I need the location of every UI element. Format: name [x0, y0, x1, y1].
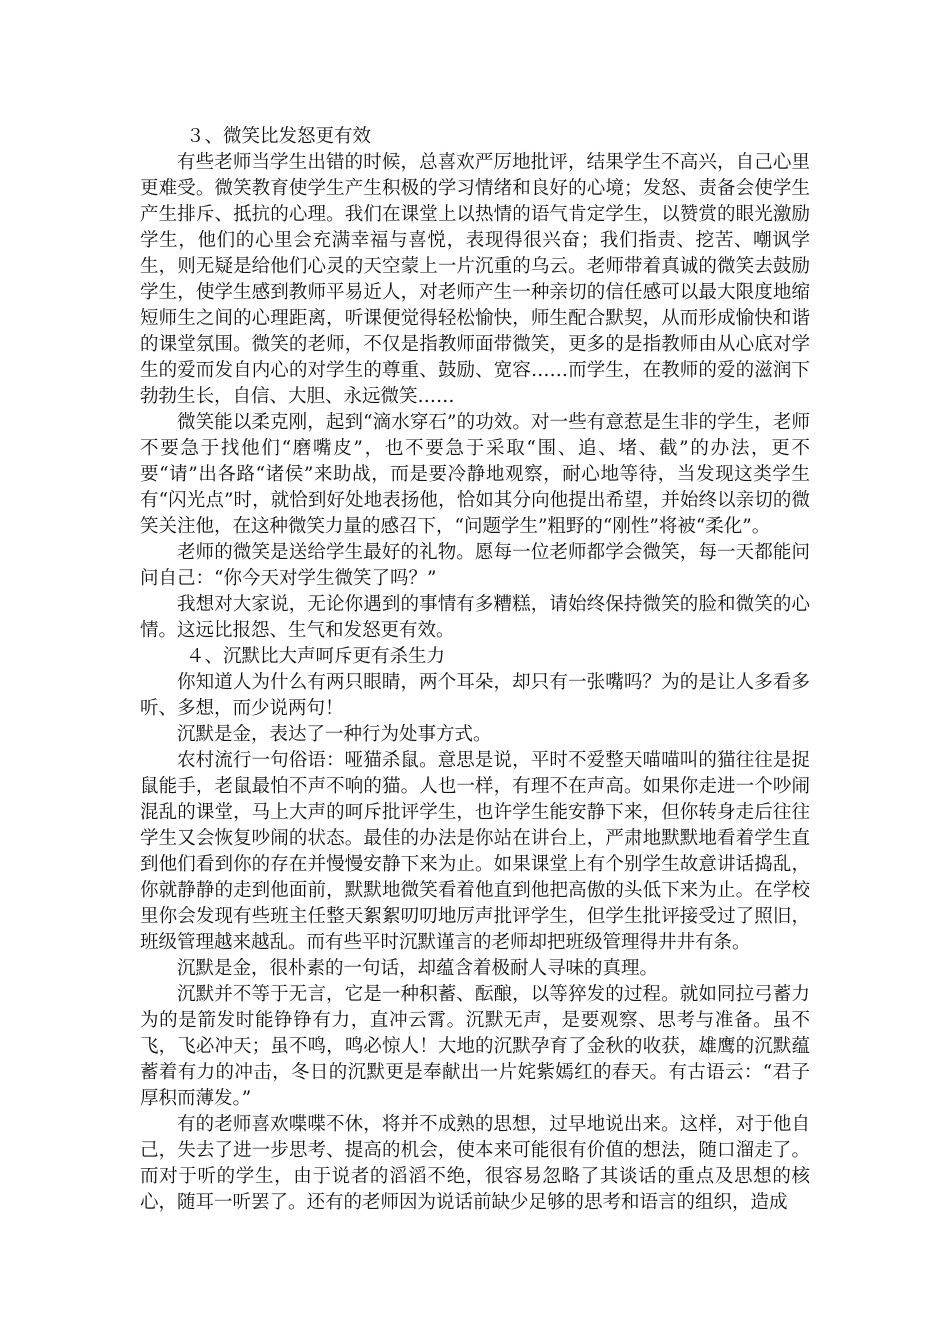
- section-heading-4: ４、沉默比大声呵斥更有杀生力: [186, 646, 446, 667]
- paragraph: 农村流行一句俗语：哑猫杀鼠。意思是说，平时不爱整天喵喵叫的猫往往是捉鼠能手，老鼠最怕不声不响的猫。人也一样，有理不在声高。如果你走进一个吵闹混乱的课堂，马上大声的呵斥批评学生，也许学生能安静下来，但你转身走后往往学生又会恢复吵闹的状态。最佳的办法是你站在讲台上，严肃地默默地看着学生直到他们看到你的存在并慢慢安静下来为止。如果课堂上有个别学生故意讲话捣乱，你就静静的走到他面前，默默地微笑看着他直到他把高傲的头低下来为止。在学校里你会发现有些班主任整天絮絮叨叨地厉声批评学生，但学生批评接受过了照旧，班级管理越来越乱。而有些平时沉默谨言的老师却把班级管理得井井有条。: [140, 750, 810, 953]
- document-page: [140, 124, 810, 1216]
- paragraph: 微笑能以柔克刚，起到“滴水穿石”的功效。对一些有意惹是生非的学生，老师不要急于找他们“磨嘴皮”，也不要急于采取“围、追、堵、截”的办法，更不要“请”出各路“诸侯”来助战，而是要冷静地观察，耐心地等待，当发现这类学生有“闪光点”时，就恰到好处地表扬他，恰如其分向他提出希望，并始终以亲切的微笑关注他，在这种微笑力量的感召下，“问题学生”粗野的“刚性”将被“柔化”。: [140, 412, 810, 537]
- paragraph: 沉默是金，很朴素的一句话，却蕴含着极耐人寻味的真理。: [177, 958, 659, 979]
- paragraph: 有些老师当学生出错的时候，总喜欢严厉地批评，结果学生不高兴，自己心里更难受。微笑教育使学生产生积极的学习情绪和良好的心境；发怒、责备会使学生产生排斥、抵抗的心理。我们在课堂上以热情的语气肯定学生，以赞赏的眼光激励学生，他们的心里会充满幸福与喜悦，表现得很兴奋；我们指责、挖苦、嘲讽学生，则无疑是给他们心灵的天空蒙上一片沉重的乌云。老师带着真诚的微笑去鼓励学生，使学生感到教师平易近人，对老师产生一种亲切的信任感可以最大限度地缩短师生之间的心理距离，听课便觉得轻松愉快，师生配合默契，从而形成愉快和谐的课堂氛围。微笑的老师，不仅是指教师面带微笑，更多的是指教师由从心底对学生的爱而发自内心的对学生的尊重、鼓励、宽容……而学生，在教师的爱的滋润下勃勃生长，自信、大胆、永远微笑……: [140, 152, 810, 407]
- paragraph: 老师的微笑是送给学生最好的礼物。愿每一位老师都学会微笑，每一天都能问问自己：“你今天对学生微笑了吗？”: [140, 542, 810, 589]
- paragraph: 沉默并不等于无言，它是一种积蓄、酝酿，以等猝发的过程。就如同拉弓蓄力为的是箭发时能铮铮有力，直冲云霄。沉默无声，是要观察、思考与准备。虽不飞，飞必冲天；虽不鸣，鸣必惊人！大地的沉默孕育了金秋的收获，雄鹰的沉默蕴蓄着有力的冲击，冬日的沉默更是奉献出一片姹紫嫣红的春天。有古语云：“君子厚积而薄发。”: [140, 984, 810, 1109]
- paragraph: 沉默是金，表达了一种行为处事方式。: [177, 724, 492, 745]
- paragraph: 我想对大家说，无论你遇到的事情有多糟糕，请始终保持微笑的脸和微笑的心情。这远比报怨、生气和发怒更有效。: [140, 594, 810, 641]
- section-heading-3: ３、微笑比发怒更有效: [186, 126, 372, 147]
- paragraph: 有的老师喜欢喋喋不休，将并不成熟的思想，过早地说出来。这样，对于他自己，失去了进一步思考、提高的机会，使本来可能很有价值的想法，随口溜走了。而对于听的学生，由于说者的滔滔不绝，很容易忽略了其谈话的重点及思想的核心，随耳一听罢了。还有的老师因为说话前缺少足够的思考和语言的组织，造成: [140, 1114, 810, 1213]
- paragraph: 你知道人为什么有两只眼睛，两个耳朵，却只有一张嘴吗？为的是让人多看多听、多想，而少说两句！: [140, 672, 810, 719]
